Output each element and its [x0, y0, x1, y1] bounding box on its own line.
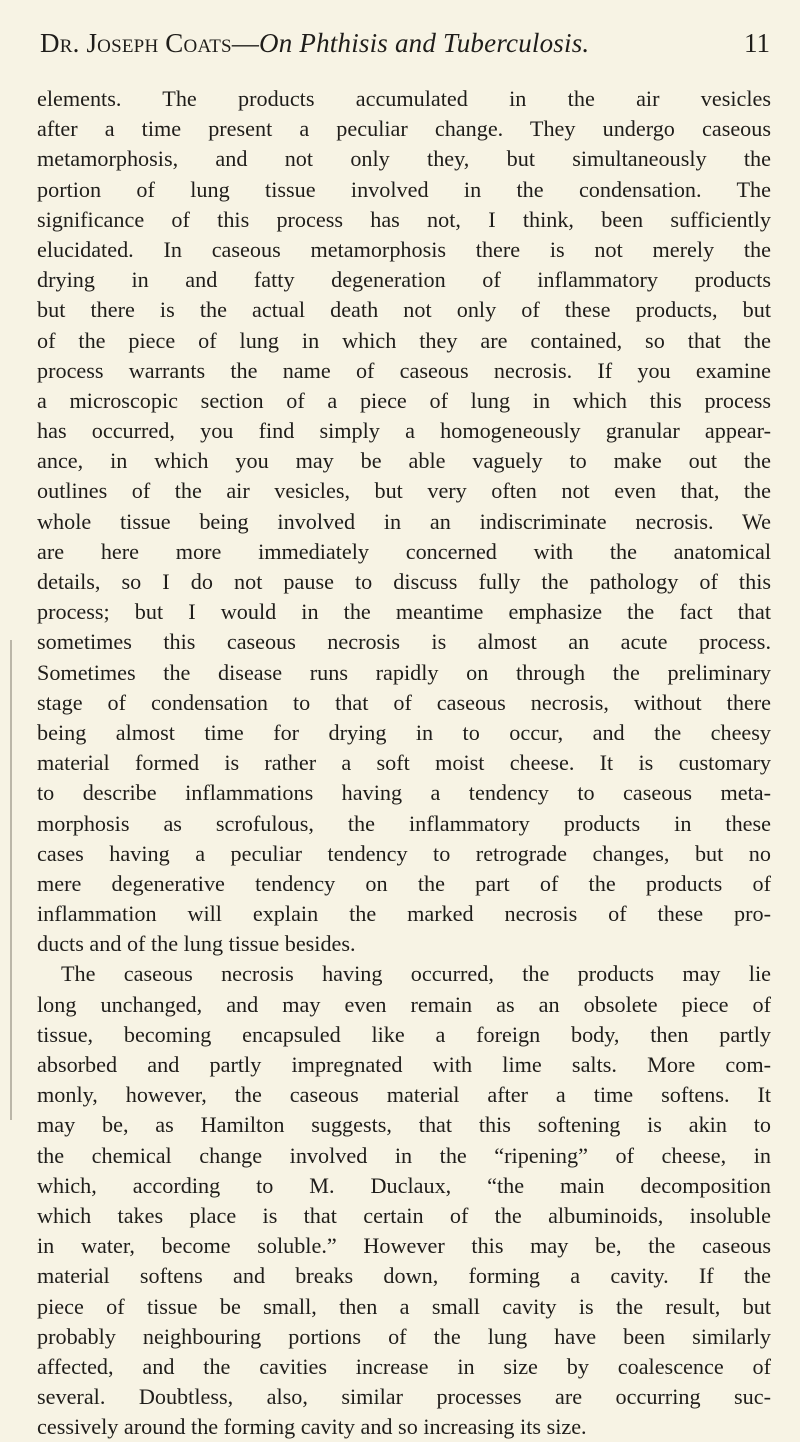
text-line: a microscopic section of a piece of lung in which this process	[37, 387, 771, 413]
text-line: to describe inflammations having a tendency to caseous meta-	[37, 780, 771, 806]
text-line: but there is the actual death not only of these products, but	[37, 297, 771, 323]
paragraph-last-line: ducts and of the lung tissue besides.	[37, 931, 356, 957]
text-line: morphosis as scrofulous, the inflammatory products in these	[37, 810, 771, 836]
text-line: ance, in which you may be able vaguely to make out the	[37, 448, 771, 474]
running-head-separator: —	[231, 28, 260, 58]
text-line: inflammation will explain the marked necrosis of these pro-	[37, 901, 771, 927]
text-line: the chemical change involved in the “ripening” of cheese, in	[37, 1142, 771, 1168]
page-number: 11	[744, 28, 770, 58]
paragraph-last-line: cessively around the forming cavity and so increasing its size.	[37, 1414, 587, 1440]
text-line: outlines of the air vesicles, but very often not even that, the	[37, 478, 771, 504]
text-line: drying in and fatty degeneration of inflammatory products	[37, 267, 771, 293]
text-line: may be, as Hamilton suggests, that this softening is akin to	[37, 1112, 771, 1138]
text-line: after a time present a peculiar change. They undergo caseous	[37, 116, 771, 142]
body-text	[37, 84, 771, 1442]
text-line: whole tissue being involved in an indiscriminate necrosis. We	[37, 508, 771, 534]
text-line: stage of condensation to that of caseous necrosis, without there	[37, 689, 771, 715]
text-line: material formed is rather a soft moist cheese. It is customary	[37, 750, 771, 776]
text-line: metamorphosis, and not only they, but simultaneously the	[37, 146, 771, 172]
text-line: process warrants the name of caseous necrosis. If you examine	[37, 357, 771, 383]
text-line: has occurred, you find simply a homogeneously granular appear-	[37, 418, 771, 444]
text-line: long unchanged, and may even remain as an obsolete piece of	[37, 991, 771, 1017]
text-line: details, so I do not pause to discuss fully the pathology of this	[37, 569, 771, 594]
text-line: which, according to M. Duclaux, “the main decomposition	[37, 1172, 771, 1198]
text-line: several. Doubtless, also, similar processes are occurring suc-	[37, 1384, 771, 1410]
text-line: tissue, becoming encapsuled like a foreign body, then partly	[37, 1021, 771, 1047]
text-line: elements. The products accumulated in the air vesicles	[37, 86, 771, 111]
text-line: process; but I would in the meantime emphasize the fact that	[37, 599, 771, 625]
text-line: in water, become soluble.” However this may be, the caseous	[37, 1233, 771, 1259]
running-head-author: Dr. Joseph Coats	[40, 28, 232, 58]
text-line: absorbed and partly impregnated with lime salts. More com-	[37, 1052, 771, 1077]
running-head	[40, 28, 770, 64]
text-line: are here more immediately concerned with the anatomical	[37, 538, 771, 564]
text-line: Sometimes the disease runs rapidly on through the preliminary	[37, 659, 771, 685]
text-line: portion of lung tissue involved in the condensation. The	[37, 176, 771, 202]
text-line: sometimes this caseous necrosis is almost an acute process.	[37, 629, 771, 655]
paragraph-first-line: The caseous necrosis having occurred, the products may lie	[61, 961, 771, 987]
text-line: mere degenerative tendency on the part of the products of	[37, 870, 771, 896]
running-head-work-title: On Phthisis and Tuberculosis.	[259, 28, 590, 58]
text-line: elucidated. In caseous metamorphosis there is not merely the	[37, 236, 771, 262]
text-line: cases having a peculiar tendency to retrograde changes, but no	[37, 840, 771, 866]
page-edge-shadow	[10, 640, 12, 1120]
text-line: probably neighbouring portions of the lung have been similarly	[37, 1323, 771, 1349]
text-line: monly, however, the caseous material after a time softens. It	[37, 1082, 771, 1108]
text-line: which takes place is that certain of the albuminoids, insoluble	[37, 1202, 771, 1228]
running-title	[40, 28, 589, 59]
text-line: material softens and breaks down, forming a cavity. If the	[37, 1263, 771, 1289]
text-line: significance of this process has not, I think, been sufficiently	[37, 206, 771, 232]
text-line: affected, and the cavities increase in size by coalescence of	[37, 1353, 771, 1379]
text-line: of the piece of lung in which they are contained, so that the	[37, 327, 771, 353]
text-line: being almost time for drying in to occur, and the cheesy	[37, 719, 771, 745]
text-line: piece of tissue be small, then a small cavity is the result, but	[37, 1293, 771, 1319]
